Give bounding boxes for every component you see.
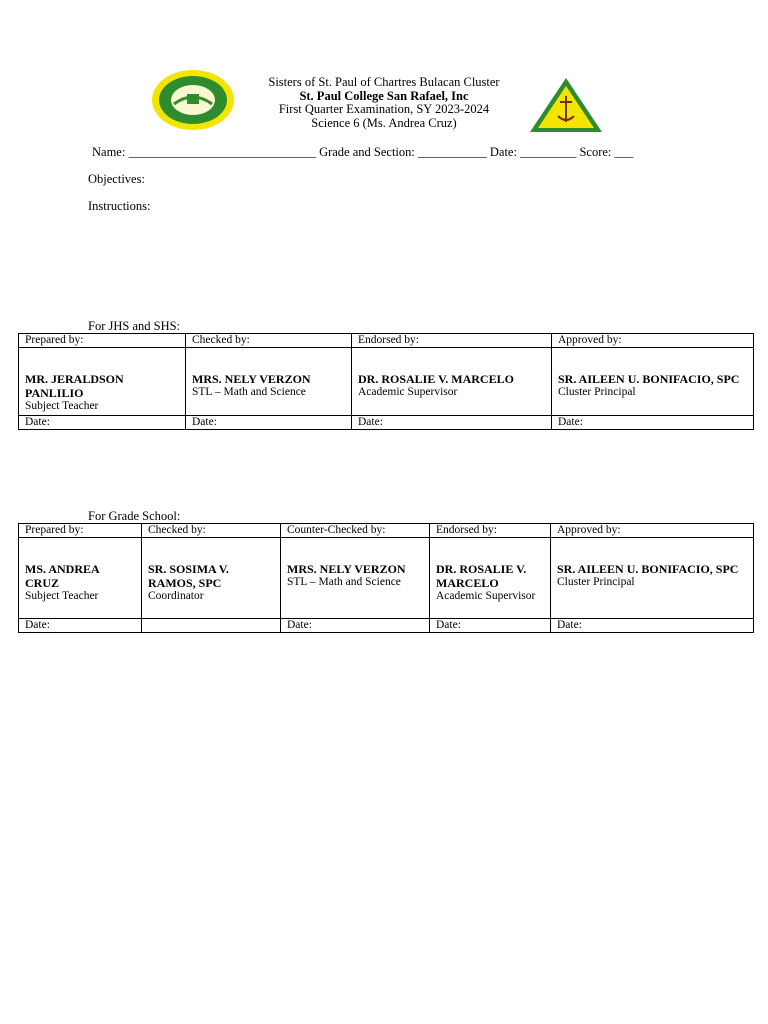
signatory-role: STL – Math and Science bbox=[287, 576, 401, 588]
signatory-role: Subject Teacher bbox=[25, 590, 99, 602]
signatory-name: MRS. NELY VERZON bbox=[192, 372, 311, 386]
signatory-name: DR. ROSALIE V. MARCELO bbox=[436, 562, 527, 590]
date-cell: Date: bbox=[281, 619, 430, 633]
signatory-role: Cluster Principal bbox=[558, 386, 636, 398]
column-header: Counter-Checked by: bbox=[281, 524, 430, 538]
column-header: Endorsed by: bbox=[430, 524, 551, 538]
objectives-label: Objectives: bbox=[88, 172, 145, 186]
signatory-cell bbox=[19, 538, 142, 619]
date-cell: Date: bbox=[19, 416, 186, 430]
signatory-role: STL – Math and Science bbox=[192, 386, 306, 398]
signatory-name: MR. JERALDSON PANLILIO bbox=[25, 372, 124, 400]
date-cell: Date: bbox=[352, 416, 552, 430]
column-header: Prepared by: bbox=[19, 334, 186, 348]
table-row bbox=[19, 348, 754, 416]
signatory-name: MRS. NELY VERZON bbox=[287, 562, 406, 576]
signatory-role: Coordinator bbox=[148, 590, 204, 602]
signatory-cell bbox=[19, 348, 186, 416]
gs-signatory-table bbox=[18, 523, 754, 633]
table-row bbox=[19, 538, 754, 619]
signatory-cell bbox=[142, 538, 281, 619]
signatory-role: Subject Teacher bbox=[25, 400, 99, 412]
column-header: Checked by: bbox=[142, 524, 281, 538]
signatory-role: Academic Supervisor bbox=[358, 386, 458, 398]
jhs-section-label: For JHS and SHS: bbox=[88, 319, 181, 333]
column-header: Endorsed by: bbox=[352, 334, 552, 348]
column-header: Prepared by: bbox=[19, 524, 142, 538]
table-row bbox=[19, 619, 754, 633]
signatory-name: SR. AILEEN U. BONIFACIO, SPC bbox=[558, 372, 740, 386]
signatory-name: SR. SOSIMA V. RAMOS, SPC bbox=[148, 562, 229, 590]
date-cell: Date: bbox=[552, 416, 754, 430]
signatory-cell bbox=[281, 538, 430, 619]
table-row bbox=[19, 334, 754, 348]
date-cell: Date: bbox=[551, 619, 754, 633]
signatory-cell bbox=[352, 348, 552, 416]
exam-title: First Quarter Examination, SY 2023-2024 bbox=[278, 102, 490, 116]
jhs-signatory-table bbox=[18, 333, 754, 430]
table-row bbox=[19, 524, 754, 538]
signatory-name: SR. AILEEN U. BONIFACIO, SPC bbox=[557, 562, 739, 576]
instructions-label: Instructions: bbox=[88, 199, 151, 213]
table-row bbox=[19, 416, 754, 430]
date-cell bbox=[142, 619, 281, 633]
signatory-cell bbox=[430, 538, 551, 619]
gs-section-label: For Grade School: bbox=[88, 509, 181, 523]
school-name: St. Paul College San Rafael, Inc bbox=[299, 88, 469, 103]
congregation-line: Sisters of St. Paul of Chartres Bulacan Cluster bbox=[268, 75, 500, 89]
document-header bbox=[0, 76, 768, 130]
signatory-cell bbox=[552, 348, 754, 416]
column-header: Approved by: bbox=[551, 524, 754, 538]
date-cell: Date: bbox=[186, 416, 352, 430]
signatory-name: MS. ANDREA CRUZ bbox=[25, 562, 100, 590]
signatory-role: Academic Supervisor bbox=[436, 590, 536, 602]
subject-line: Science 6 (Ms. Andrea Cruz) bbox=[311, 115, 457, 130]
student-info-line: Name: ______________________________ Grade and Section: ___________ Date: _________ Score: ___ bbox=[92, 145, 634, 159]
date-cell: Date: bbox=[19, 619, 142, 633]
column-header: Approved by: bbox=[552, 334, 754, 348]
signatory-cell bbox=[186, 348, 352, 416]
date-cell: Date: bbox=[430, 619, 551, 633]
signatory-role: Cluster Principal bbox=[557, 576, 635, 588]
signatory-cell bbox=[551, 538, 754, 619]
signatory-name: DR. ROSALIE V. MARCELO bbox=[358, 372, 514, 386]
column-header: Checked by: bbox=[186, 334, 352, 348]
